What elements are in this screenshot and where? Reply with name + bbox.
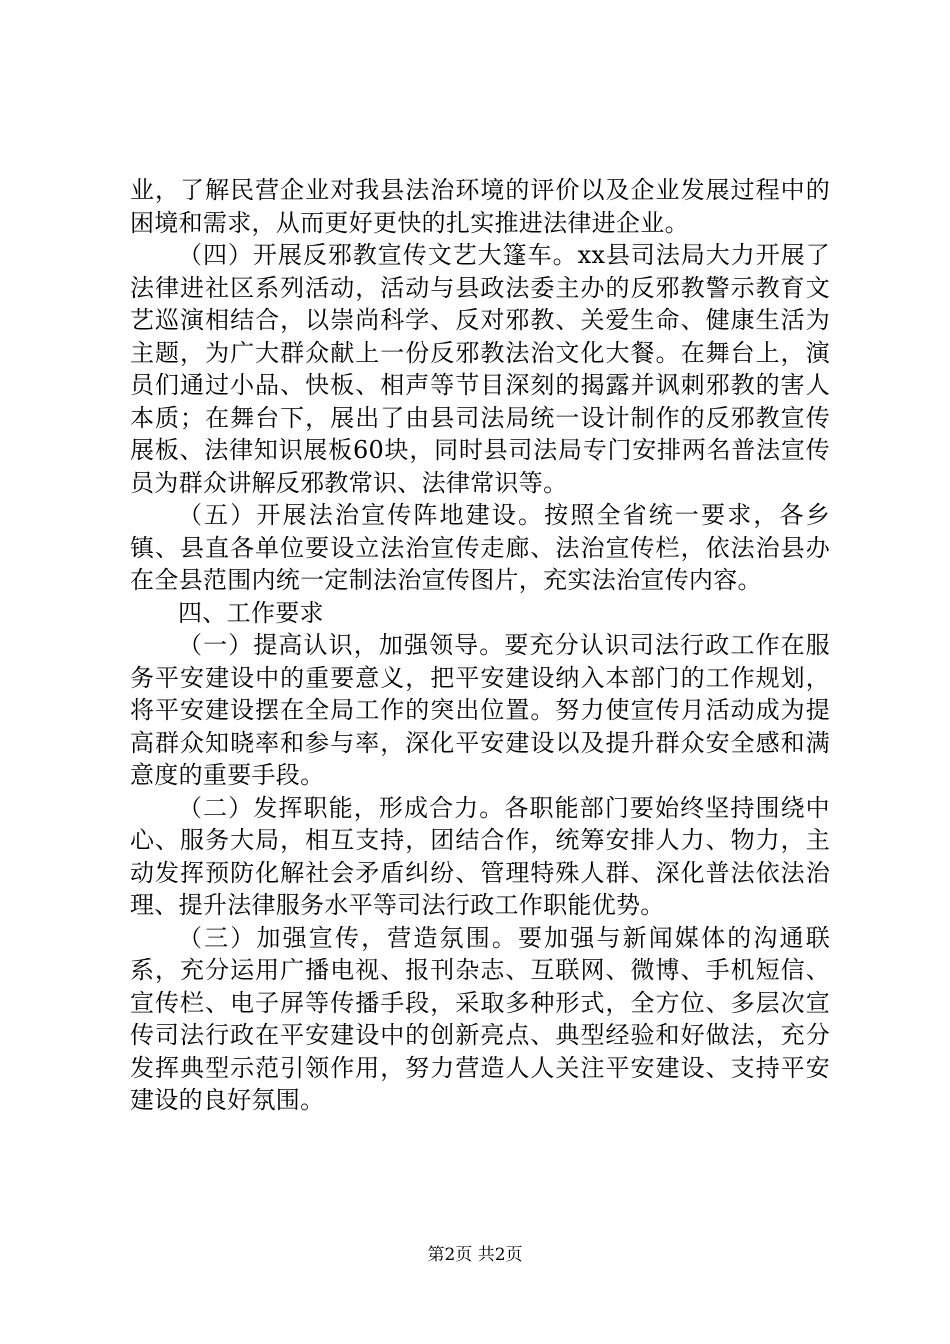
- page-number-footer: 第2页 共2页: [427, 1245, 523, 1265]
- paragraph-section-4: （四）开展反邪教宣传文艺大篷车。xx县司法局大力开展了法律进社区系列活动，活动与县政法委主办的反邪教警示教育文艺巡演相结合，以崇尚科学、反对邪教、关爱生命、健康生活为主题，为广大群众献上一份反邪教法治文化大餐。在舞台上，演员们通过小品、快板、相声等节目深刻的揭露并讽刺邪教的害人本质；在舞台下，展出了由县司法局统一设计制作的反邪教宣传展板、法律知识展板60块，同时县司法局专门安排两名普法宣传员为群众讲解反邪教常识、法律常识等。: [130, 241, 830, 497]
- paragraph-continuation: 业，了解民营企业对我县法治环境的评价以及企业发展过程中的困境和需求，从而更好更快的扎实推进法律进企业。: [130, 176, 830, 237]
- section-heading-work-requirements: 四、工作要求: [178, 598, 324, 627]
- paragraph-requirement-2: （二）发挥职能，形成合力。各职能部门要始终坚持围绕中心、服务大局，相互支持，团结合作，统筹安排人力、物力，主动发挥预防化解社会矛盾纠纷、管理特殊人群、深化普法依法治理、提升法律服务水平等司法行政工作职能优势。: [130, 793, 830, 919]
- paragraph-requirement-3: （三）加强宣传，营造氛围。要加强与新闻媒体的沟通联系，充分运用广播电视、报刊杂志、互联网、微博、手机短信、宣传栏、电子屏等传播手段，采取多种形式，全方位、多层次宣传司法行政在平安建设中的创新亮点、典型经验和好做法，充分发挥典型示范引领作用，努力营造人人关注平安建设、支持平安建设的良好氛围。: [130, 923, 830, 1114]
- document-body: [130, 174, 830, 1117]
- paragraph-section-5: （五）开展法治宣传阵地建设。按照全省统一要求，各乡镇、县直各单位要设立法治宣传走廊、法治宣传栏，依法治县办在全县范围内统一定制法治宣传图片，充实法治宣传内容。: [130, 501, 830, 594]
- paragraph-requirement-1: （一）提高认识，加强领导。要充分认识司法行政工作在服务平安建设中的重要意义，把平安建设纳入本部门的工作规划，将平安建设摆在全局工作的突出位置。努力使宣传月活动成为提高群众知晓率和参与率，深化平安建设以及提升群众安全感和满意度的重要手段。: [130, 631, 830, 789]
